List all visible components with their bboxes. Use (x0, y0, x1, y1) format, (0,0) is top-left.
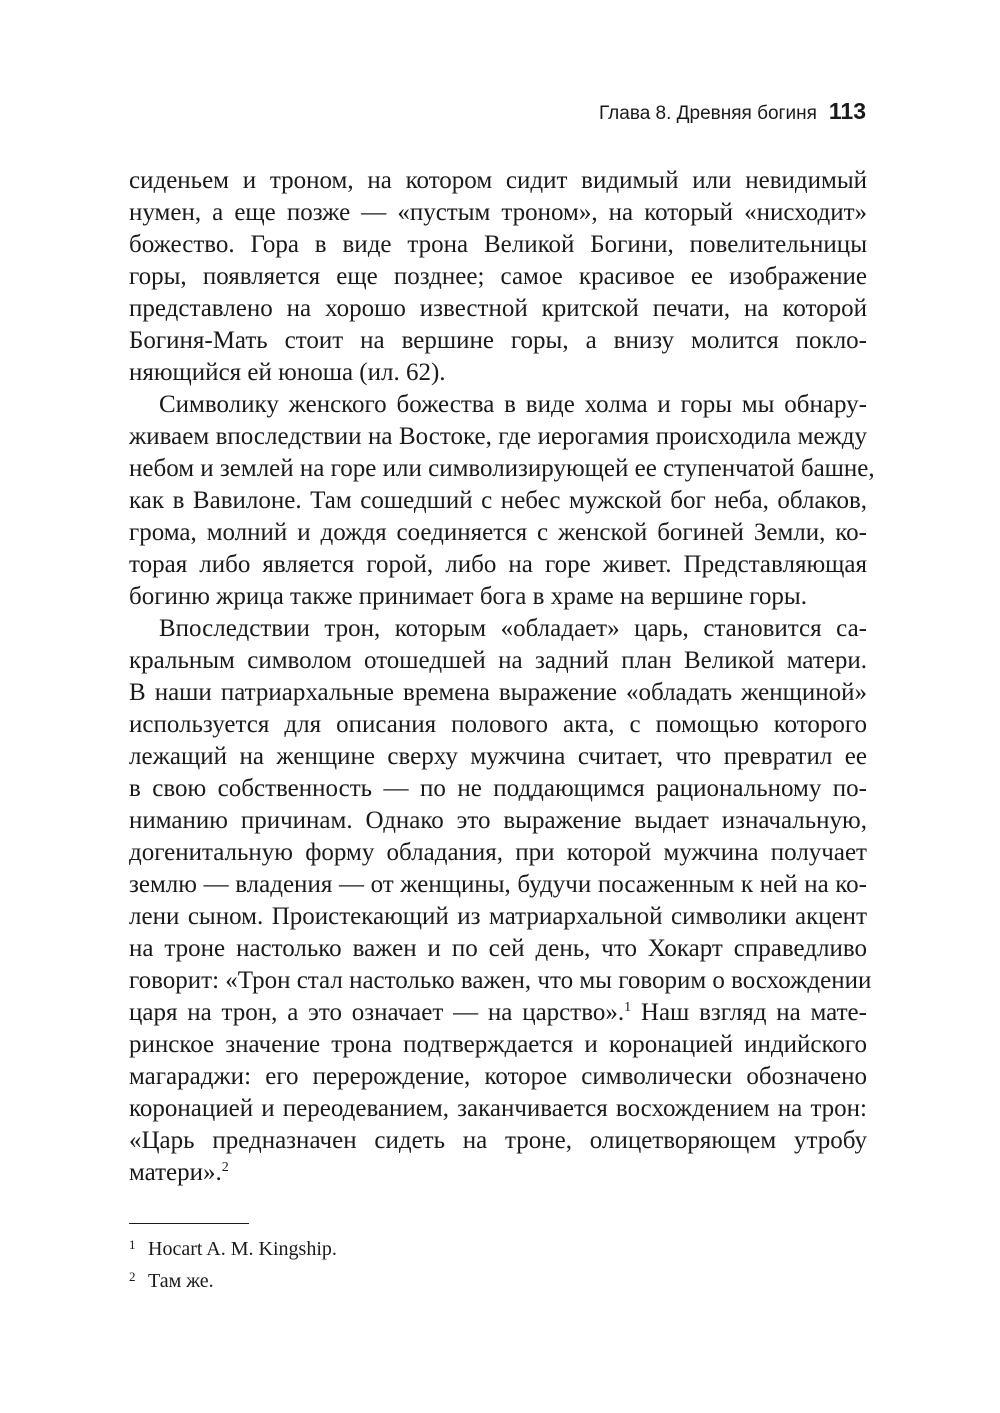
footnote-text: Hocart A. M. Kingship. (148, 1238, 337, 1260)
text-line: представлено на хорошо известной критской печати, на которой (129, 295, 867, 322)
text-line: в свою собственность — по не поддающимся рациональному по- (129, 775, 867, 802)
text-line: догенитальную форму обладания, при которой мужчина получает (129, 839, 867, 866)
text-line: лени сыном. Проистекающий из матриархальной символики акцент (129, 903, 867, 930)
text-line: небом и землей на горе или символизирующей ее ступенчатой башне, (129, 455, 875, 482)
text-line: лежащий на женщине сверху мужчина считает, что превратил ее (129, 743, 867, 770)
text-line: Богиня-Мать стоит на вершине горы, а внизу молится покло- (129, 327, 867, 354)
text-fragment: Наш взгляд на мате- (631, 999, 867, 1026)
footnote-1 (129, 1234, 867, 1266)
text-line: кральным символом отошедшей на задний план Великой матери. (129, 647, 867, 674)
text-line: торая либо является горой, либо на горе живет. Представляющая (129, 551, 867, 578)
text-line: используется для описания полового акта, с помощью которого (129, 711, 867, 738)
page-number: 113 (828, 98, 866, 124)
text-line: землю — владения — от женщины, будучи посаженным к ней на ко- (129, 871, 867, 898)
text-line-with-footnote (129, 997, 867, 1029)
footnote-mark: 2 (129, 1269, 136, 1284)
text-line: грома, молний и дождя соединяется с женской богиней Земли, ко- (129, 519, 867, 546)
text-line: на троне настолько важен и по сей день, что Хокарт справедливо (129, 935, 867, 962)
footnote-ref-1[interactable]: 1 (624, 1000, 632, 1015)
footnote-ref-2[interactable]: 2 (221, 1160, 229, 1175)
footnote-2 (129, 1266, 867, 1298)
text-line: божество. Гора в виде трона Великой Богини, повелительницы (129, 231, 867, 258)
footnote-divider (129, 1223, 249, 1224)
text-line: Впоследствии трон, которым «обладает» царь, становится са- (159, 615, 867, 642)
text-line: живаем впоследствии на Востоке, где иерогамия происходила между (129, 423, 867, 450)
text-line-with-footnote (129, 1157, 867, 1189)
text-line: горы, появляется еще позднее; самое красивое ее изображение (129, 263, 867, 290)
footnote-text: Там же. (148, 1270, 214, 1292)
text-line: нумен, а еще позже — «пустым троном», на который «нисходит» (129, 199, 867, 226)
text-line: Символику женского божества в виде холма и горы мы обнару- (159, 391, 867, 418)
text-line: как в Вавилоне. Там сошедший с небес мужской бог неба, облаков, (129, 487, 867, 514)
text-line: богиню жрица также принимает бога в храме на вершине горы. (129, 583, 807, 610)
footnotes (129, 1234, 867, 1298)
body-text (129, 165, 875, 1189)
chapter-title: Глава 8. Древняя богиня (598, 103, 817, 124)
text-line: В наши патриархальные времена выражение «обладать женщиной» (129, 679, 867, 706)
running-header (599, 98, 866, 125)
text-line: ринское значение трона подтверждается и коронацией индийского (129, 1031, 867, 1058)
text-line: коронацией и переодеванием, заканчивается восхождением на трон: (129, 1095, 867, 1122)
text-fragment: матери». (129, 1159, 222, 1186)
text-fragment: царя на трон, а это означает — на царство». (129, 999, 625, 1026)
text-line: «Царь предназначен сидеть на троне, олицетворяющем утробу (129, 1127, 867, 1154)
text-line: няющийся ей юноша (ил. 62). (129, 359, 446, 386)
text-line: ниманию причинам. Однако это выражение выдает изначальную, (129, 807, 867, 834)
text-line: говорит: «Трон стал настолько важен, что мы говорим о восхождении (129, 967, 872, 994)
text-line: сиденьем и троном, на котором сидит видимый или невидимый (129, 167, 867, 194)
text-line: магараджи: его перерождение, которое символически обозначено (129, 1063, 867, 1090)
footnote-mark: 1 (129, 1237, 136, 1252)
